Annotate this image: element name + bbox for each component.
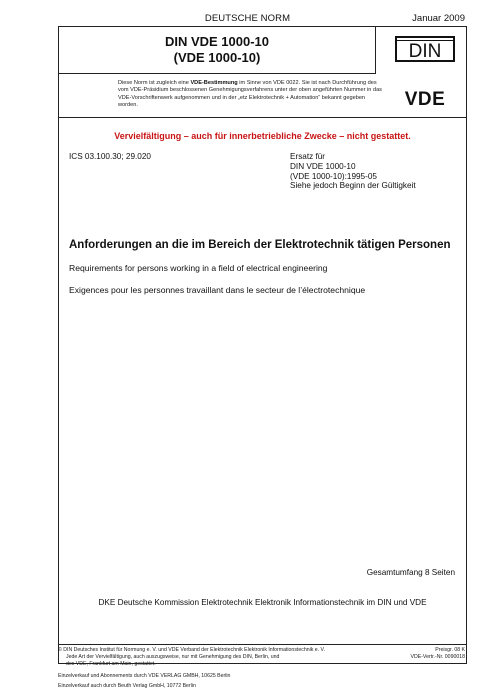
replacement-info (290, 152, 416, 191)
din-logo (395, 36, 455, 62)
standard-number: DIN VDE 1000-10 (164, 34, 270, 49)
header-date: Januar 2009 (412, 13, 465, 24)
title-german: Anforderungen an die im Bereich der Elektrotechnik tätigen Personen (69, 239, 451, 251)
replacement-line: (VDE 1000-10):1995-05 (290, 171, 377, 181)
header-norm-label: DEUTSCHE NORM (204, 13, 291, 24)
vde-logo (396, 88, 454, 108)
ics-code: ICS 03.100.30; 29.020 (69, 152, 151, 161)
vde-logo-text: VDE (404, 89, 446, 108)
replacement-line: Siehe jedoch Beginn der Gültigkeit (290, 181, 416, 191)
din-logo-text: DIN (408, 41, 442, 62)
vde-number: (VDE 1000-10) (173, 50, 261, 65)
order-number: VDE-Vertr.-Nr. 0090018 (410, 653, 465, 660)
title-french: Exigences pour les personnes travaillant dans le secteur de l’électrotechnique (69, 285, 366, 295)
note-text-bold: VDE-Bestimmung (190, 80, 238, 86)
copyright-line: Jede Art der Vervielfältigung, auch auszugsweise, nur mit Genehmigung des DIN, Berlin, und (66, 653, 280, 660)
copyright-line: © DIN Deutsches Institut für Normung e. V. und VDE Verband der Elektrotechnik Elektronik Informationstechnik e. V. (58, 647, 325, 653)
total-pages: Gesamtumfang 8 Seiten (366, 568, 455, 577)
note-text-pre: Diese Norm ist zugleich eine (118, 80, 191, 86)
copyright-line: des VDE, Frankfurt am Main, gestattet. (66, 660, 156, 667)
reproduction-notice: Vervielfältigung – auch für innerbetriebliche Zwecke – nicht gestattet. (114, 131, 411, 141)
replacement-line: DIN VDE 1000-10 (290, 161, 356, 171)
committee-line: DKE Deutsche Kommission Elektrotechnik Elektronik Informationstechnik im DIN und VDE (98, 598, 427, 607)
sales-vde: Einzelverkauf und Abonnements durch VDE VERLAG GMBH, 10625 Berlin (58, 673, 231, 679)
price-group: Preisgr. 08 K (435, 647, 465, 653)
title-english: Requirements for persons working in a field of electrical engineering (69, 263, 328, 273)
vde-note (118, 80, 383, 109)
price-info (411, 647, 466, 661)
sales-beuth: Einzelverkauf auch durch Beuth Verlag GmbH, 10772 Berlin (58, 683, 196, 689)
replacement-line: Ersatz für (290, 152, 326, 161)
copyright-notice (58, 647, 373, 667)
footer-divider (58, 644, 467, 645)
note-text-post: im Sinne von VDE 0022. Sie ist nach Durchführung des vom VDE-Präsidium beschlossenen Genehmigungsverfahrens unter der oben angeführten Nummer in das VDE-Vorschriftenwerk aufgenommen und in der „etz Elektrotechnik + Automation“ bekannt gegeben worden. (118, 80, 382, 108)
